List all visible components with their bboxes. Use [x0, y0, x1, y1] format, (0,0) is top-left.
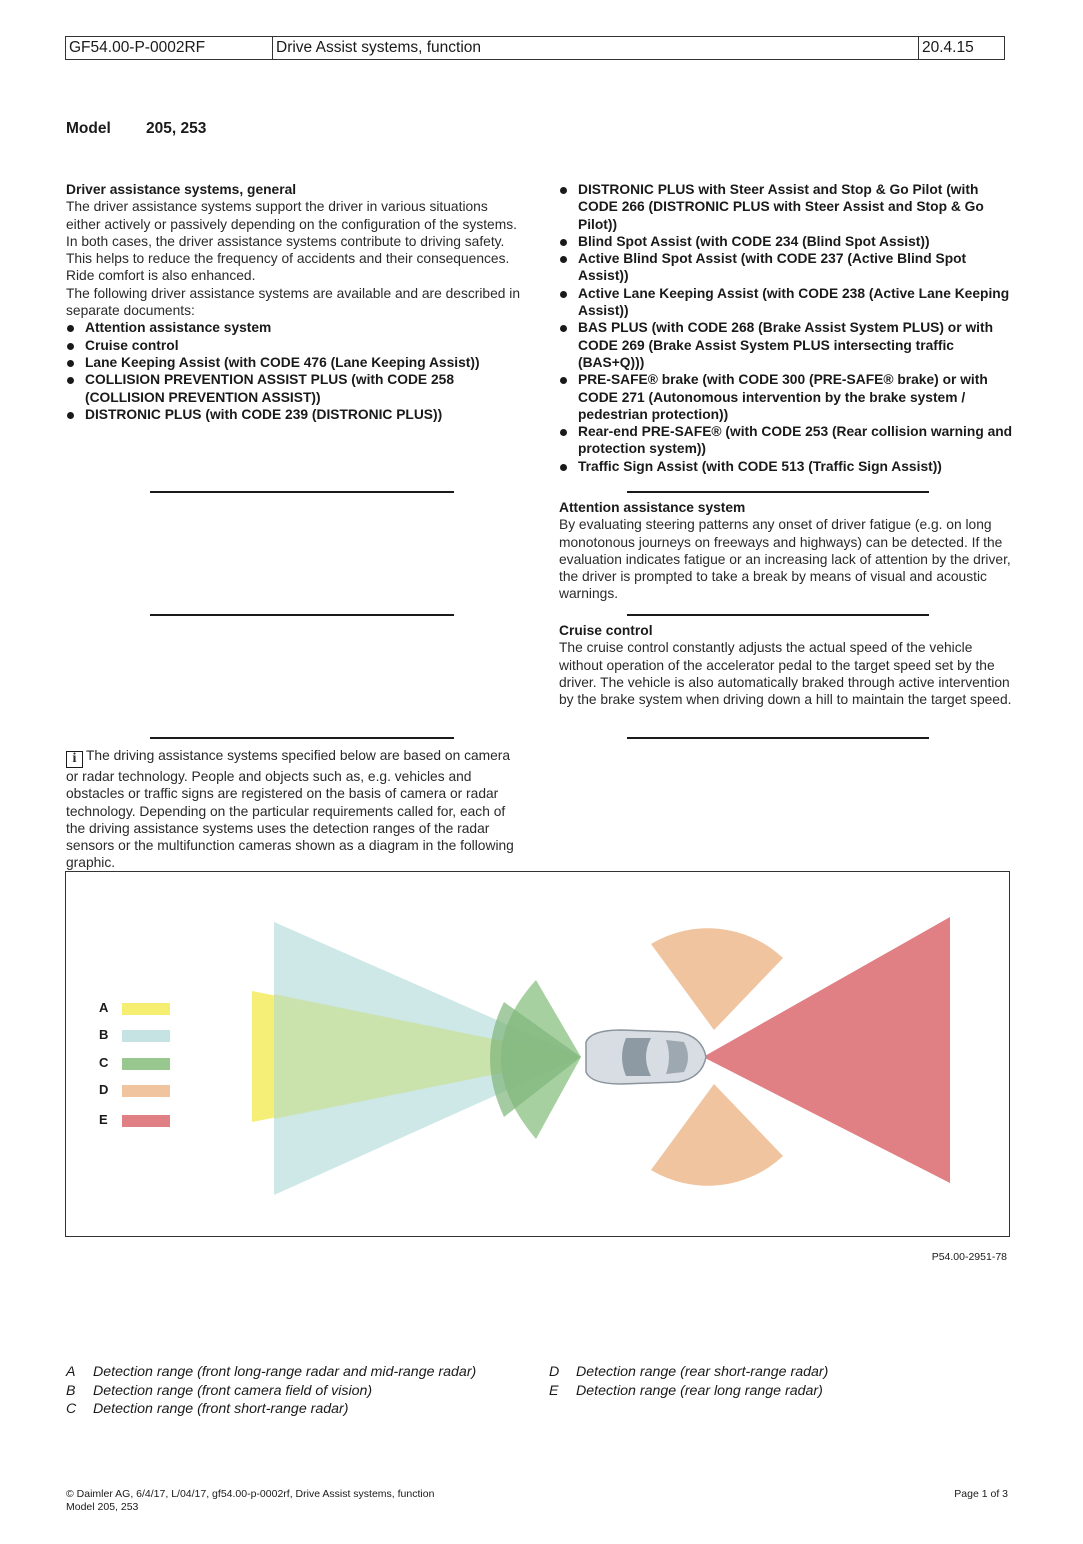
info-text: The driving assistance systems specified below are based on camera or radar technology. People and objects such as, e.g. vehicles and obstacles or traffic signs are registered on the basis of camera or radar technology. Depending on the particular requirements called for, each of the driving assistance systems uses the detection ranges of the radar sensors or the multifunction cameras shown as a diagram in the following graphic.	[66, 748, 514, 871]
footer	[66, 1488, 434, 1514]
doc-title: Drive Assist systems, function	[273, 37, 919, 59]
list-item: Active Lane Keeping Assist (with CODE 238 (Active Lane Keeping Assist))	[559, 285, 1017, 320]
legend-swatch-e	[122, 1115, 170, 1127]
list-item: Rear-end PRE-SAFE® (with CODE 253 (Rear collision warning and protection system))	[559, 423, 1017, 458]
info-icon: i	[66, 751, 83, 768]
list-item: COLLISION PREVENTION ASSIST PLUS (with CODE 258 (COLLISION PREVENTION ASSIST))	[66, 371, 521, 406]
cruise-text: The cruise control constantly adjusts the actual speed of the vehicle without operation of the accelerator pedal to the target speed set by the driver. The vehicle is also automatically braked through active intervention by the brake system when driving down a hill to maintain the target speed.	[559, 640, 1012, 708]
vehicle	[586, 1030, 706, 1084]
attention-text: By evaluating steering patterns any onset of driver fatigue (e.g. on long monotonous journeys on freeways and highways) can be detected. If the evaluation indicates fatigue or an increasing lack of attention by the driver, the driver is prompted to take a break by means of visual and acoustic warnings.	[559, 517, 1011, 602]
key-item: E Detection range (rear long range radar)	[549, 1382, 823, 1399]
footer-copyright: © Daimler AG, 6/4/17, L/04/17, gf54.00-p-0002rf, Drive Assist systems, function	[66, 1488, 435, 1500]
range-d-top	[651, 928, 783, 1030]
general-paragraph-2: The following driver assistance systems are available and are described in separate documents:	[66, 285, 520, 319]
general-paragraph-1: The driver assistance systems support the driver in various situations either actively or passively depending on the configuration of the systems. In both cases, the driver assistance systems contribute to driving safety. This helps to reduce the frequency of accidents and their consequences. Ride comfort is also enhanced.	[66, 199, 517, 284]
divider	[150, 491, 454, 493]
general-heading: Driver assistance systems, general	[66, 182, 297, 197]
attention-heading: Attention assistance system	[559, 500, 746, 515]
attention-section	[559, 499, 1019, 603]
page-number: Page 1 of 3	[954, 1488, 1008, 1500]
key-item: A Detection range (front long-range radar and mid-range radar)	[66, 1364, 477, 1380]
legend-a: A	[99, 1000, 109, 1015]
key-item: B Detection range (front camera field of vision)	[66, 1382, 373, 1399]
legend-b: B	[99, 1027, 109, 1042]
systems-list-right-section	[559, 181, 1017, 475]
list-item: Lane Keeping Assist (with CODE 476 (Lane Keeping Assist))	[66, 354, 521, 371]
list-item: Active Blind Spot Assist (with CODE 237 (Active Blind Spot Assist))	[559, 250, 1017, 285]
model-line	[66, 120, 206, 138]
document-header	[65, 36, 1005, 60]
model-label: Model	[66, 120, 111, 137]
list-item: Attention assistance system	[66, 319, 521, 336]
divider	[150, 737, 454, 739]
doc-id: GF54.00-P-0002RF	[66, 37, 273, 59]
legend-d: D	[99, 1082, 109, 1097]
legend-swatch-a	[122, 1003, 170, 1015]
cruise-heading: Cruise control	[559, 623, 653, 638]
figure-key-left	[66, 1363, 476, 1419]
systems-list-left	[66, 319, 521, 423]
model-value: 205, 253	[146, 120, 207, 137]
key-item: C Detection range (front short-range radar)	[66, 1401, 349, 1417]
legend-e: E	[99, 1112, 108, 1127]
list-item: DISTRONIC PLUS with Steer Assist and Stop & Go Pilot (with CODE 266 (DISTRONIC PLUS with Steer Assist and Stop & Go Pilot))	[559, 181, 1017, 233]
key-item: D Detection range (rear short-range radar)	[549, 1364, 829, 1380]
divider	[627, 737, 929, 739]
list-item: DISTRONIC PLUS (with CODE 239 (DISTRONIC PLUS))	[66, 406, 521, 423]
list-item: Traffic Sign Assist (with CODE 513 (Traffic Sign Assist))	[559, 458, 1017, 475]
detection-range-diagram	[66, 872, 1010, 1237]
legend-swatch-b	[122, 1030, 170, 1042]
info-note	[66, 747, 522, 872]
footer-model: Model 205, 253	[66, 1501, 139, 1513]
range-d-bottom	[651, 1084, 783, 1186]
legend-swatch-c	[122, 1058, 170, 1070]
systems-list-right	[559, 181, 1017, 475]
list-item: Cruise control	[66, 337, 521, 354]
legend-swatch-d	[122, 1085, 170, 1097]
general-section	[66, 181, 521, 423]
cruise-section	[559, 622, 1014, 708]
list-item: BAS PLUS (with CODE 268 (Brake Assist System PLUS) or with CODE 269 (Brake Assist System PLUS intersecting traffic (BAS+Q)))	[559, 319, 1017, 371]
list-item: PRE-SAFE® brake (with CODE 300 (PRE-SAFE® brake) or with CODE 271 (Autonomous intervention by the brake system / pedestrian protection))	[559, 371, 1017, 423]
figure-reference: P54.00-2951-78	[931, 1251, 1007, 1263]
divider	[150, 614, 454, 616]
legend-c: C	[99, 1055, 109, 1070]
divider	[627, 614, 929, 616]
doc-date: 20.4.15	[922, 39, 974, 56]
list-item: Blind Spot Assist (with CODE 234 (Blind Spot Assist))	[559, 233, 1017, 250]
figure-key-right	[549, 1363, 828, 1400]
detection-range-figure	[65, 871, 1010, 1237]
divider	[627, 491, 929, 493]
